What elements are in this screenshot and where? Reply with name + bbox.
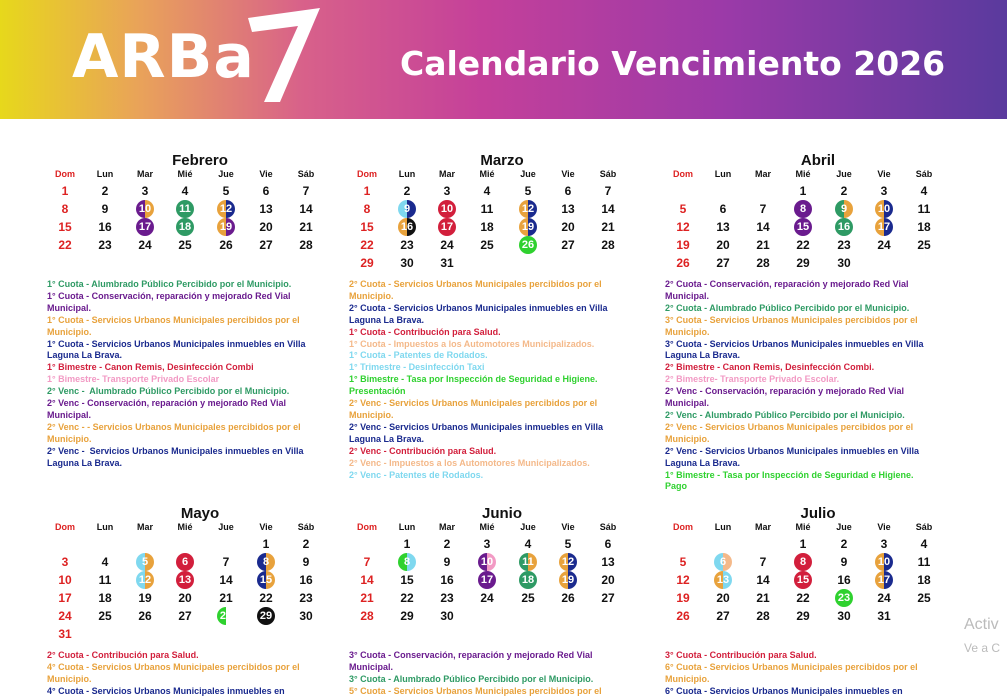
calendar-day: 3 — [141, 184, 149, 198]
weekday-label: Vie — [259, 522, 273, 532]
calendar-day: 9 — [840, 555, 848, 569]
month-notes — [349, 650, 619, 698]
calendar-day: 17 — [136, 218, 154, 236]
calendar-day: 12 — [676, 573, 690, 587]
calendar-day: 26 — [676, 256, 690, 270]
note-line: 3° Cuota - Servicios Urbanos Municipales inmuebles en Villa Laguna La Brava. — [665, 338, 927, 361]
note-line: 2° Cuota - Servicios Urbanos Municipales inmuebles en Villa Laguna La Brava. — [349, 302, 611, 325]
calendar-day: 24 — [440, 238, 454, 252]
weekday-label: Dom — [673, 169, 693, 179]
calendar-day: 21 — [299, 220, 313, 234]
calendar-day: 7 — [759, 555, 767, 569]
weekday-label: Mié — [795, 522, 811, 532]
calendar-day: 13 — [714, 571, 732, 589]
calendar-day: 23 — [98, 238, 112, 252]
note-line: 2° Bimestre - Canon Remis, Desinfección Combi. — [665, 362, 875, 373]
calendar-day: 19 — [676, 238, 690, 252]
calendar-day: 13 — [176, 571, 194, 589]
calendar-day: 25 — [917, 591, 931, 605]
calendar-day: 6 — [176, 553, 194, 571]
calendar-day: 2 — [840, 537, 848, 551]
calendar-day: 11 — [480, 202, 494, 216]
calendar-day: 17 — [478, 571, 496, 589]
calendar-day: 25 — [521, 591, 535, 605]
calendar-day: 29 — [796, 256, 810, 270]
weekday-label: Mié — [177, 522, 193, 532]
note-line: 2° Venc - Servicios Urbanos Municipales inmuebles en Villa Laguna La Brava. — [349, 421, 606, 444]
calendar-day: 19 — [519, 218, 537, 236]
weekday-label: Jue — [836, 169, 852, 179]
calendar-day: 23 — [440, 591, 454, 605]
calendar-day: 4 — [483, 184, 491, 198]
calendar-day: 24 — [58, 609, 72, 623]
calendar-day: 2 — [443, 537, 451, 551]
note-line: 5° Cuota - Servicios Urbanos Municipales percibidos por el — [349, 685, 602, 696]
calendar-day: 9 — [443, 555, 451, 569]
arba-logo: ARBa — [72, 22, 255, 92]
calendar-day: 7 — [302, 184, 310, 198]
weekday-label: Mar — [438, 169, 455, 179]
page-title: Calendario Vencimiento 2026 — [400, 44, 946, 83]
weekday-label: Dom — [673, 522, 693, 532]
note-line: 2° Cuota - Servicios Urbanos Municipales percibidos por el Municipio. — [349, 279, 605, 301]
calendar-day: 20 — [259, 220, 273, 234]
calendar-day: 19 — [217, 218, 235, 236]
calendar-day: 11 — [917, 202, 931, 216]
calendar-day: 21 — [601, 220, 615, 234]
calendar-day: 18 — [480, 220, 494, 234]
calendar-day: 23 — [400, 238, 414, 252]
calendar-day: 21 — [219, 591, 233, 605]
calendar-day: 14 — [360, 573, 374, 587]
calendar-day: 22 — [400, 591, 414, 605]
calendar-day: 10 — [136, 200, 154, 218]
calendar-day: 14 — [756, 573, 770, 587]
note-line: 2° Venc - Servicios Urbanos Municipales inmuebles en Villa Laguna La Brava. — [47, 445, 307, 468]
calendar-day: 24 — [138, 238, 152, 252]
calendar-day: 29 — [360, 256, 374, 270]
note-line: 2° Venc - Impuestos a los Automotores Municipalizados. — [349, 457, 590, 468]
calendar-day: 25 — [480, 238, 494, 252]
activation-watermark-sub: Ve a C — [964, 641, 1001, 655]
calendar-day: 13 — [259, 202, 273, 216]
note-line: 2° Venc - Contribución para Salud. — [349, 445, 497, 456]
weekday-label: Jue — [520, 522, 536, 532]
note-line: 1° Cuota - Conservación, reparación y mejorado Red Vial Municipal. — [47, 290, 294, 313]
month-title: Febrero — [172, 152, 228, 169]
calendar-day: 9 — [101, 202, 109, 216]
note-line: 1° Cuota - Alumbrado Público Percibido por el Municipio. — [47, 279, 292, 289]
weekday-label: Vie — [561, 522, 575, 532]
calendar-day: 14 — [219, 573, 233, 587]
calendar-day: 22 — [796, 238, 810, 252]
calendar-day: 18 — [98, 591, 112, 605]
calendar-day: 24 — [877, 591, 891, 605]
calendar-day: 19 — [559, 571, 577, 589]
calendar-day: 5 — [222, 184, 230, 198]
calendar-day: 12 — [559, 553, 577, 571]
weekday-label: Mar — [754, 169, 771, 179]
calendar-day: 10 — [875, 553, 893, 571]
note-line: 4° Cuota - Servicios Urbanos Municipales inmuebles en — [47, 685, 285, 696]
month-notes — [47, 650, 317, 698]
calendar-day: 15 — [58, 220, 72, 234]
calendar-day: 8 — [257, 553, 275, 571]
calendar-day: 18 — [917, 573, 931, 587]
month-title: Marzo — [480, 152, 524, 169]
calendar-day: 7 — [759, 202, 767, 216]
weekday-label: Mar — [136, 522, 153, 532]
calendar-day: 13 — [716, 220, 730, 234]
weekday-label: Lun — [714, 522, 732, 532]
note-line: 2° Venc - Alumbrado Público Percibido por el Municipio. — [665, 409, 905, 420]
note-line: 1° Bimestre- Transporte Privado Escolar — [47, 374, 220, 385]
calendar-day: 11 — [98, 573, 112, 587]
calendar-day: 7 — [363, 555, 371, 569]
calendar-day: 5 — [136, 553, 154, 571]
calendar-day: 31 — [877, 609, 891, 623]
calendar-day: 3 — [880, 537, 888, 551]
calendar-day: 17 — [875, 218, 893, 236]
weekday-label: Jue — [218, 169, 234, 179]
calendar-day: 6 — [714, 553, 732, 571]
calendar-day: 15 — [360, 220, 374, 234]
note-line: 2° Bimestre- Transporte Privado Escolar. — [665, 374, 840, 385]
note-line: 3° Cuota - Contribución para Salud. — [665, 650, 817, 660]
note-line: 6° Cuota - Servicios Urbanos Municipales percibidos por el Municipio. — [665, 661, 921, 684]
weekday-label: Dom — [55, 169, 75, 179]
calendar-day: 29 — [257, 607, 275, 625]
calendar-day: 18 — [176, 218, 194, 236]
weekday-label: Mié — [479, 522, 495, 532]
calendar-day: 30 — [400, 256, 414, 270]
calendar-day: 21 — [756, 238, 770, 252]
month-title: Julio — [800, 505, 836, 522]
note-line: 1° Bimestre - Tasa por Inspección de Seguridad e Higiene. Pago — [665, 469, 917, 492]
calendar-day: 11 — [176, 200, 194, 218]
calendar-day: 14 — [601, 202, 615, 216]
note-line: 3° Cuota - Servicios Urbanos Municipales percibidos por el Municipio. — [665, 314, 921, 337]
note-line: 1° Bimestre - Tasa por Inspección de Seguridad e Higiene. Presentación — [349, 374, 601, 397]
note-line: 2° Venc - Alumbrado Público Percibido por el Municipio. — [47, 386, 290, 397]
calendar-day: 7 — [222, 555, 230, 569]
calendar-day: 20 — [561, 220, 575, 234]
calendar-day: 18 — [519, 571, 537, 589]
calendar-day: 4 — [524, 537, 532, 551]
weekday-label: Mar — [136, 169, 153, 179]
month-notes — [47, 279, 317, 470]
calendar-day: 5 — [679, 202, 687, 216]
note-line: 1° Bimestre - Canon Remis, Desinfección Combi — [47, 362, 254, 373]
weekday-label: Vie — [877, 522, 891, 532]
calendar-day: 12 — [217, 200, 235, 218]
month-title: Junio — [482, 505, 522, 522]
note-line: 1° Cuota - Impuestos a los Automotores Municipalizados. — [349, 338, 595, 349]
calendar-day: 26 — [219, 238, 233, 252]
calendar-day: 20 — [716, 591, 730, 605]
note-line: 2° Cuota - Contribución para Salud. — [47, 650, 199, 660]
note-line: 2° Cuota - Conservación, reparación y mejorado Red Vial Municipal. — [665, 279, 912, 301]
calendar-day: 27 — [716, 609, 730, 623]
calendar-day: 24 — [877, 238, 891, 252]
calendar-day: 31 — [58, 627, 72, 641]
calendar-day: 20 — [178, 591, 192, 605]
weekday-label: Vie — [561, 169, 575, 179]
calendar-day: 4 — [181, 184, 189, 198]
calendar-day: 3 — [880, 184, 888, 198]
calendar-day: 15 — [257, 571, 275, 589]
calendar-day: 9 — [835, 200, 853, 218]
weekday-label: Sáb — [599, 522, 617, 532]
calendar-day: 9 — [398, 200, 416, 218]
calendar-day: 30 — [837, 609, 851, 623]
calendar-day: 1 — [61, 184, 69, 198]
month-notes — [665, 279, 935, 493]
calendar-day: 16 — [398, 218, 416, 236]
month-notes — [349, 279, 619, 481]
month-notes — [665, 650, 935, 698]
note-line: 3° Cuota - Conservación, reparación y mejorado Red Vial Municipal. — [349, 650, 596, 672]
weekday-label: Sáb — [297, 169, 315, 179]
note-line: 2° Cuota - Alumbrado Público Percibido por el Municipio. — [665, 302, 910, 313]
weekday-label: Vie — [259, 169, 273, 179]
calendar-day: 21 — [360, 591, 374, 605]
note-line: 4° Cuota - Servicios Urbanos Municipales percibidos por el Municipio. — [47, 661, 303, 684]
calendar-day: 30 — [837, 256, 851, 270]
calendar-day: 27 — [259, 238, 273, 252]
calendar-day: 8 — [794, 200, 812, 218]
note-line: 2° Venc - Servicios Urbanos Municipales percibidos por el Municipio. — [349, 398, 600, 420]
calendar-day: 19 — [138, 591, 152, 605]
note-line: 1° Cuota - Contribución para Salud. — [349, 326, 501, 337]
weekday-label: Dom — [357, 169, 377, 179]
calendar-day: 20 — [716, 238, 730, 252]
calendar-day: 23 — [837, 238, 851, 252]
weekday-label: Sáb — [915, 522, 933, 532]
calendar-day: 6 — [564, 184, 572, 198]
calendar-day: 17 — [438, 218, 456, 236]
weekday-label: Jue — [836, 522, 852, 532]
calendar-day: 14 — [756, 220, 770, 234]
calendar-day: 19 — [676, 591, 690, 605]
calendar-day: 22 — [58, 238, 72, 252]
note-line: 1° Cuota - Servicios Urbanos Municipales percibidos por el Municipio. — [47, 314, 303, 337]
calendar-day: 15 — [400, 573, 414, 587]
calendar-day: 11 — [917, 555, 931, 569]
calendar-day: 2 — [840, 184, 848, 198]
note-line: 2° Venc - Patentes de Rodados. — [349, 469, 484, 480]
weekday-label: Mar — [754, 522, 771, 532]
calendar-day: 6 — [604, 537, 612, 551]
calendar-day: 3 — [443, 184, 451, 198]
calendar-day: 21 — [756, 591, 770, 605]
calendar-day: 2 — [302, 537, 310, 551]
calendar-day: 18 — [917, 220, 931, 234]
calendar-day: 27 — [561, 238, 575, 252]
calendar-day: 3 — [61, 555, 69, 569]
calendar-day: 11 — [519, 553, 537, 571]
calendar-day: 17 — [58, 591, 72, 605]
calendar-day: 28 — [299, 238, 313, 252]
weekday-label: Sáb — [297, 522, 315, 532]
calendar-day: 10 — [438, 200, 456, 218]
calendar-day: 4 — [101, 555, 109, 569]
calendar-day: 4 — [920, 184, 928, 198]
weekday-label: Mié — [795, 169, 811, 179]
calendar-day: 1 — [799, 184, 807, 198]
calendar-day: 25 — [98, 609, 112, 623]
calendar-day: 2 — [403, 184, 411, 198]
calendar-day: 28 — [756, 256, 770, 270]
calendar-day: 8 — [398, 553, 416, 571]
weekday-label: Vie — [877, 169, 891, 179]
calendar-day: 26 — [676, 609, 690, 623]
month-title: Abril — [800, 152, 836, 169]
weekday-label: Lun — [96, 169, 114, 179]
calendar-day: 8 — [794, 553, 812, 571]
note-line: 1° Cuota - Servicios Urbanos Municipales inmuebles en Villa Laguna La Brava. — [47, 338, 309, 361]
calendar-day: 16 — [837, 573, 851, 587]
calendar-day: 5 — [679, 555, 687, 569]
calendar-day: 1 — [799, 537, 807, 551]
arba-seven-mark-icon — [240, 4, 330, 104]
note-line: 1° Cuota - Patentes de Rodados. — [349, 350, 488, 361]
weekday-label: Jue — [218, 522, 234, 532]
note-line: 2° Venc - Conservación, reparación y mejorado Red Vial Municipal. — [665, 386, 907, 409]
calendar-day: 27 — [716, 256, 730, 270]
weekday-label: Mar — [438, 522, 455, 532]
calendar-day: 2 — [101, 184, 109, 198]
calendar-day: 6 — [719, 202, 727, 216]
note-line: 2° Venc - - Servicios Urbanos Municipales percibidos por el Municipio. — [47, 421, 304, 444]
calendar-day: 17 — [875, 571, 893, 589]
calendar-day: 5 — [524, 184, 532, 198]
calendar-day: 20 — [601, 573, 615, 587]
calendar-day: 6 — [262, 184, 270, 198]
header-banner — [0, 0, 1007, 119]
calendar-day: 3 — [483, 537, 491, 551]
calendar-day: 14 — [299, 202, 313, 216]
calendar-day: 16 — [98, 220, 112, 234]
calendar-day: 29 — [400, 609, 414, 623]
note-line: 2° Venc - Servicios Urbanos Municipales inmuebles en Villa Laguna La Brava. — [665, 445, 922, 468]
calendar-day: 24 — [480, 591, 494, 605]
note-line: 2° Venc - Servicios Urbanos Municipales percibidos por el Municipio. — [665, 421, 916, 444]
calendar-day: 4 — [920, 537, 928, 551]
note-line: 1° Trimestre - Desinfección Taxi — [349, 362, 485, 373]
calendar-day: 31 — [440, 256, 454, 270]
weekday-label: Sáb — [599, 169, 617, 179]
calendar-day: 22 — [796, 591, 810, 605]
calendar-day: 10 — [875, 200, 893, 218]
calendar-day: 8 — [363, 202, 371, 216]
calendar-day: 23 — [835, 589, 853, 607]
note-line: 3° Cuota - Alumbrado Público Percibido por el Municipio. — [349, 673, 594, 684]
calendar-day: 30 — [299, 609, 313, 623]
calendar-day: 15 — [794, 571, 812, 589]
note-line: 2° Venc - Conservación, reparación y mejorado Red Vial Municipal. — [47, 398, 289, 420]
calendar-day: 26 — [519, 236, 537, 254]
weekday-label: Lun — [398, 169, 416, 179]
calendar-day: 16 — [440, 573, 454, 587]
calendar-day: 15 — [794, 218, 812, 236]
calendar-day: 1 — [403, 537, 411, 551]
month-title: Mayo — [180, 505, 220, 522]
calendar-day: 9 — [302, 555, 310, 569]
calendar-day: 25 — [178, 238, 192, 252]
calendar-day: 13 — [601, 555, 615, 569]
calendar-day: 22 — [360, 238, 374, 252]
weekday-label: Lun — [96, 522, 114, 532]
calendar-day: 30 — [440, 609, 454, 623]
calendar-day: 1 — [262, 537, 270, 551]
calendar-day: 22 — [259, 591, 273, 605]
calendar-day: 27 — [601, 591, 615, 605]
calendar-day: 1 — [363, 184, 371, 198]
weekday-label: Lun — [398, 522, 416, 532]
calendar-day: 16 — [835, 218, 853, 236]
calendar-day: 10 — [478, 553, 496, 571]
calendar-day: 16 — [299, 573, 313, 587]
calendar-day: 28 — [217, 607, 235, 625]
weekday-label: Dom — [357, 522, 377, 532]
calendar-day: 28 — [360, 609, 374, 623]
calendar-day: 13 — [561, 202, 575, 216]
weekday-label: Mié — [479, 169, 495, 179]
calendar-day: 27 — [178, 609, 192, 623]
calendar-day: 26 — [138, 609, 152, 623]
weekday-label: Sáb — [915, 169, 933, 179]
weekday-label: Jue — [520, 169, 536, 179]
note-line: 6° Cuota - Servicios Urbanos Municipales inmuebles en — [665, 685, 903, 696]
calendar-day: 26 — [561, 591, 575, 605]
calendar-day: 12 — [519, 200, 537, 218]
calendar-day: 12 — [676, 220, 690, 234]
calendar-day: 8 — [61, 202, 69, 216]
weekday-label: Dom — [55, 522, 75, 532]
calendar-day: 12 — [136, 571, 154, 589]
calendar-day: 28 — [756, 609, 770, 623]
calendar-day: 5 — [564, 537, 572, 551]
calendar-day: 7 — [604, 184, 612, 198]
weekday-label: Mié — [177, 169, 193, 179]
activation-watermark: Activ — [964, 616, 999, 633]
calendar-day: 10 — [58, 573, 72, 587]
calendar-day: 23 — [299, 591, 313, 605]
calendar-day: 29 — [796, 609, 810, 623]
calendar-day: 25 — [917, 238, 931, 252]
calendar-day: 28 — [601, 238, 615, 252]
weekday-label: Lun — [714, 169, 732, 179]
